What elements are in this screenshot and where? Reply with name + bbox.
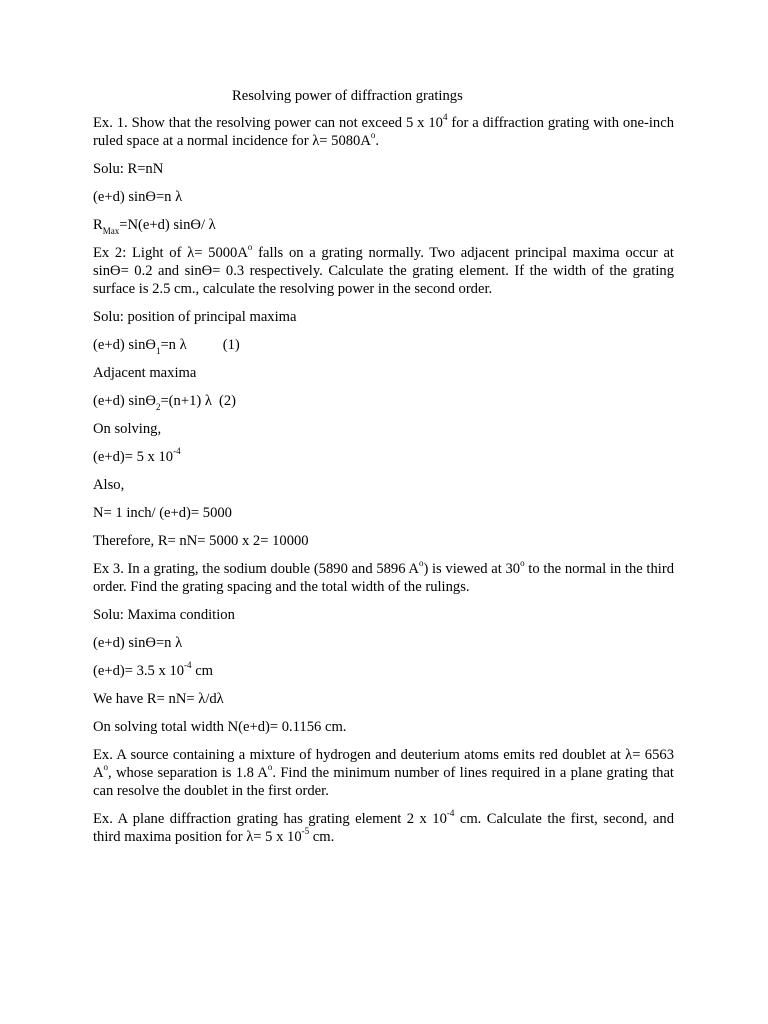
- sol2-l4-sub: 2: [155, 401, 161, 412]
- ex5-sup-a: -4: [446, 808, 455, 819]
- solution-2-line-4: [93, 392, 674, 410]
- solution-2-line-7: Also,: [93, 477, 125, 493]
- ex3-sup-a: o: [418, 558, 424, 569]
- example-3: [93, 560, 674, 596]
- ex1-sup-b: o: [370, 130, 376, 141]
- document-body: [93, 87, 674, 856]
- sol1-l3-b: =N(e+d) sinϴ/ λ: [119, 217, 216, 233]
- ex4-text-b: , whose separation is 1.8 A: [108, 765, 268, 781]
- solution-1-line-2: (e+d) sinϴ=n λ: [93, 189, 183, 205]
- ex3-text-c: to the normal in the third order. Find the grating spacing and the total width of the rulings.: [93, 561, 674, 595]
- sol3-l3-b: cm: [191, 663, 214, 679]
- solution-2-line-2: [93, 336, 674, 354]
- example-1: [93, 114, 674, 150]
- ex5-text-b: cm. Calculate the first, second, and third maxima position for λ= 5 x 10: [93, 811, 674, 845]
- sol2-l6-sup: -4: [173, 446, 181, 457]
- ex4-text-c: . Find the minimum number of lines required in a plane grating that can resolve the doublet in the first order.: [93, 765, 674, 799]
- sol2-l2-b: =n λ: [160, 337, 187, 353]
- ex1-text-c: .: [375, 133, 380, 149]
- example-5: [93, 810, 674, 846]
- page-title: Resolving power of diffraction gratings: [232, 88, 463, 104]
- ex3-sup-b: o: [520, 558, 525, 569]
- equation-number-1: (1): [222, 337, 240, 353]
- ex1-text-b: for a diffraction grating with one-inch ruled space at a normal incidence for λ= 5080A: [93, 115, 674, 149]
- ex4-text-a: Ex. A source containing a mixture of hydrogen and deuterium atoms emits red doublet at λ= 6563 A: [93, 747, 674, 781]
- sol2-l4-a: (e+d) sinϴ: [93, 393, 156, 409]
- sol1-l3-a: R: [93, 217, 103, 233]
- solution-3-line-5: On solving total width N(e+d)= 0.1156 cm.: [93, 719, 347, 735]
- solution-2-line-5: On solving,: [93, 421, 162, 437]
- solution-3-line-4: We have R= nN= λ/dλ: [93, 691, 224, 707]
- solution-1-line-1: Solu: R=nN: [93, 161, 164, 177]
- sol3-l3-a: (e+d)= 3.5 x 10: [93, 663, 185, 679]
- example-2: [93, 244, 674, 298]
- ex3-text-b: ) is viewed at 30: [423, 561, 521, 577]
- solution-2-line-3: Adjacent maxima: [93, 365, 197, 381]
- solution-3-line-1: Solu: Maxima condition: [93, 607, 235, 623]
- ex2-text-a: Ex 2: Light of λ= 5000A: [93, 245, 248, 261]
- sol3-l3-sup: -4: [184, 660, 192, 671]
- sol1-l3-sub: Max: [102, 225, 120, 236]
- ex2-sup-a: o: [247, 242, 253, 253]
- ex4-sup-a: o: [103, 762, 109, 773]
- solution-2-line-6: [93, 448, 674, 466]
- solution-2-line-1: Solu: position of principal maxima: [93, 309, 297, 325]
- ex5-sup-b: -5: [301, 826, 310, 837]
- sol2-l2-sub: 1: [155, 345, 161, 356]
- equation-number-2: (2): [218, 393, 236, 409]
- ex4-sup-b: o: [267, 762, 273, 773]
- sol2-l6-a: (e+d)= 5 x 10: [93, 449, 174, 465]
- solution-1-line-3: [93, 216, 674, 234]
- ex1-text-a: Ex. 1. Show that the resolving power can not exceed 5 x 10: [93, 115, 443, 131]
- ex3-text-a: Ex 3. In a grating, the sodium double (5890 and 5896 A: [93, 561, 419, 577]
- solution-2-line-8: N= 1 inch/ (e+d)= 5000: [93, 505, 232, 521]
- solution-2-line-9: Therefore, R= nN= 5000 x 2= 10000: [93, 533, 309, 549]
- sol2-l4-b: =(n+1) λ: [160, 393, 212, 409]
- sol2-l2-a: (e+d) sinϴ: [93, 337, 156, 353]
- solution-3-line-2: (e+d) sinϴ=n λ: [93, 635, 183, 651]
- ex1-sup-a: 4: [442, 112, 448, 123]
- ex5-text-c: cm.: [309, 829, 335, 845]
- solution-3-line-3: [93, 662, 674, 680]
- ex5-text-a: Ex. A plane diffraction grating has grating element 2 x 10: [93, 811, 447, 827]
- ex2-text-b: falls on a grating normally. Two adjacent principal maxima occur at sinϴ= 0.2 and sinϴ= 0.3 respectively. Calculate the grating element. If the width of the grating surface is 2.5 cm., calculate the resolving power in the second order.: [93, 245, 674, 297]
- example-4: [93, 746, 674, 800]
